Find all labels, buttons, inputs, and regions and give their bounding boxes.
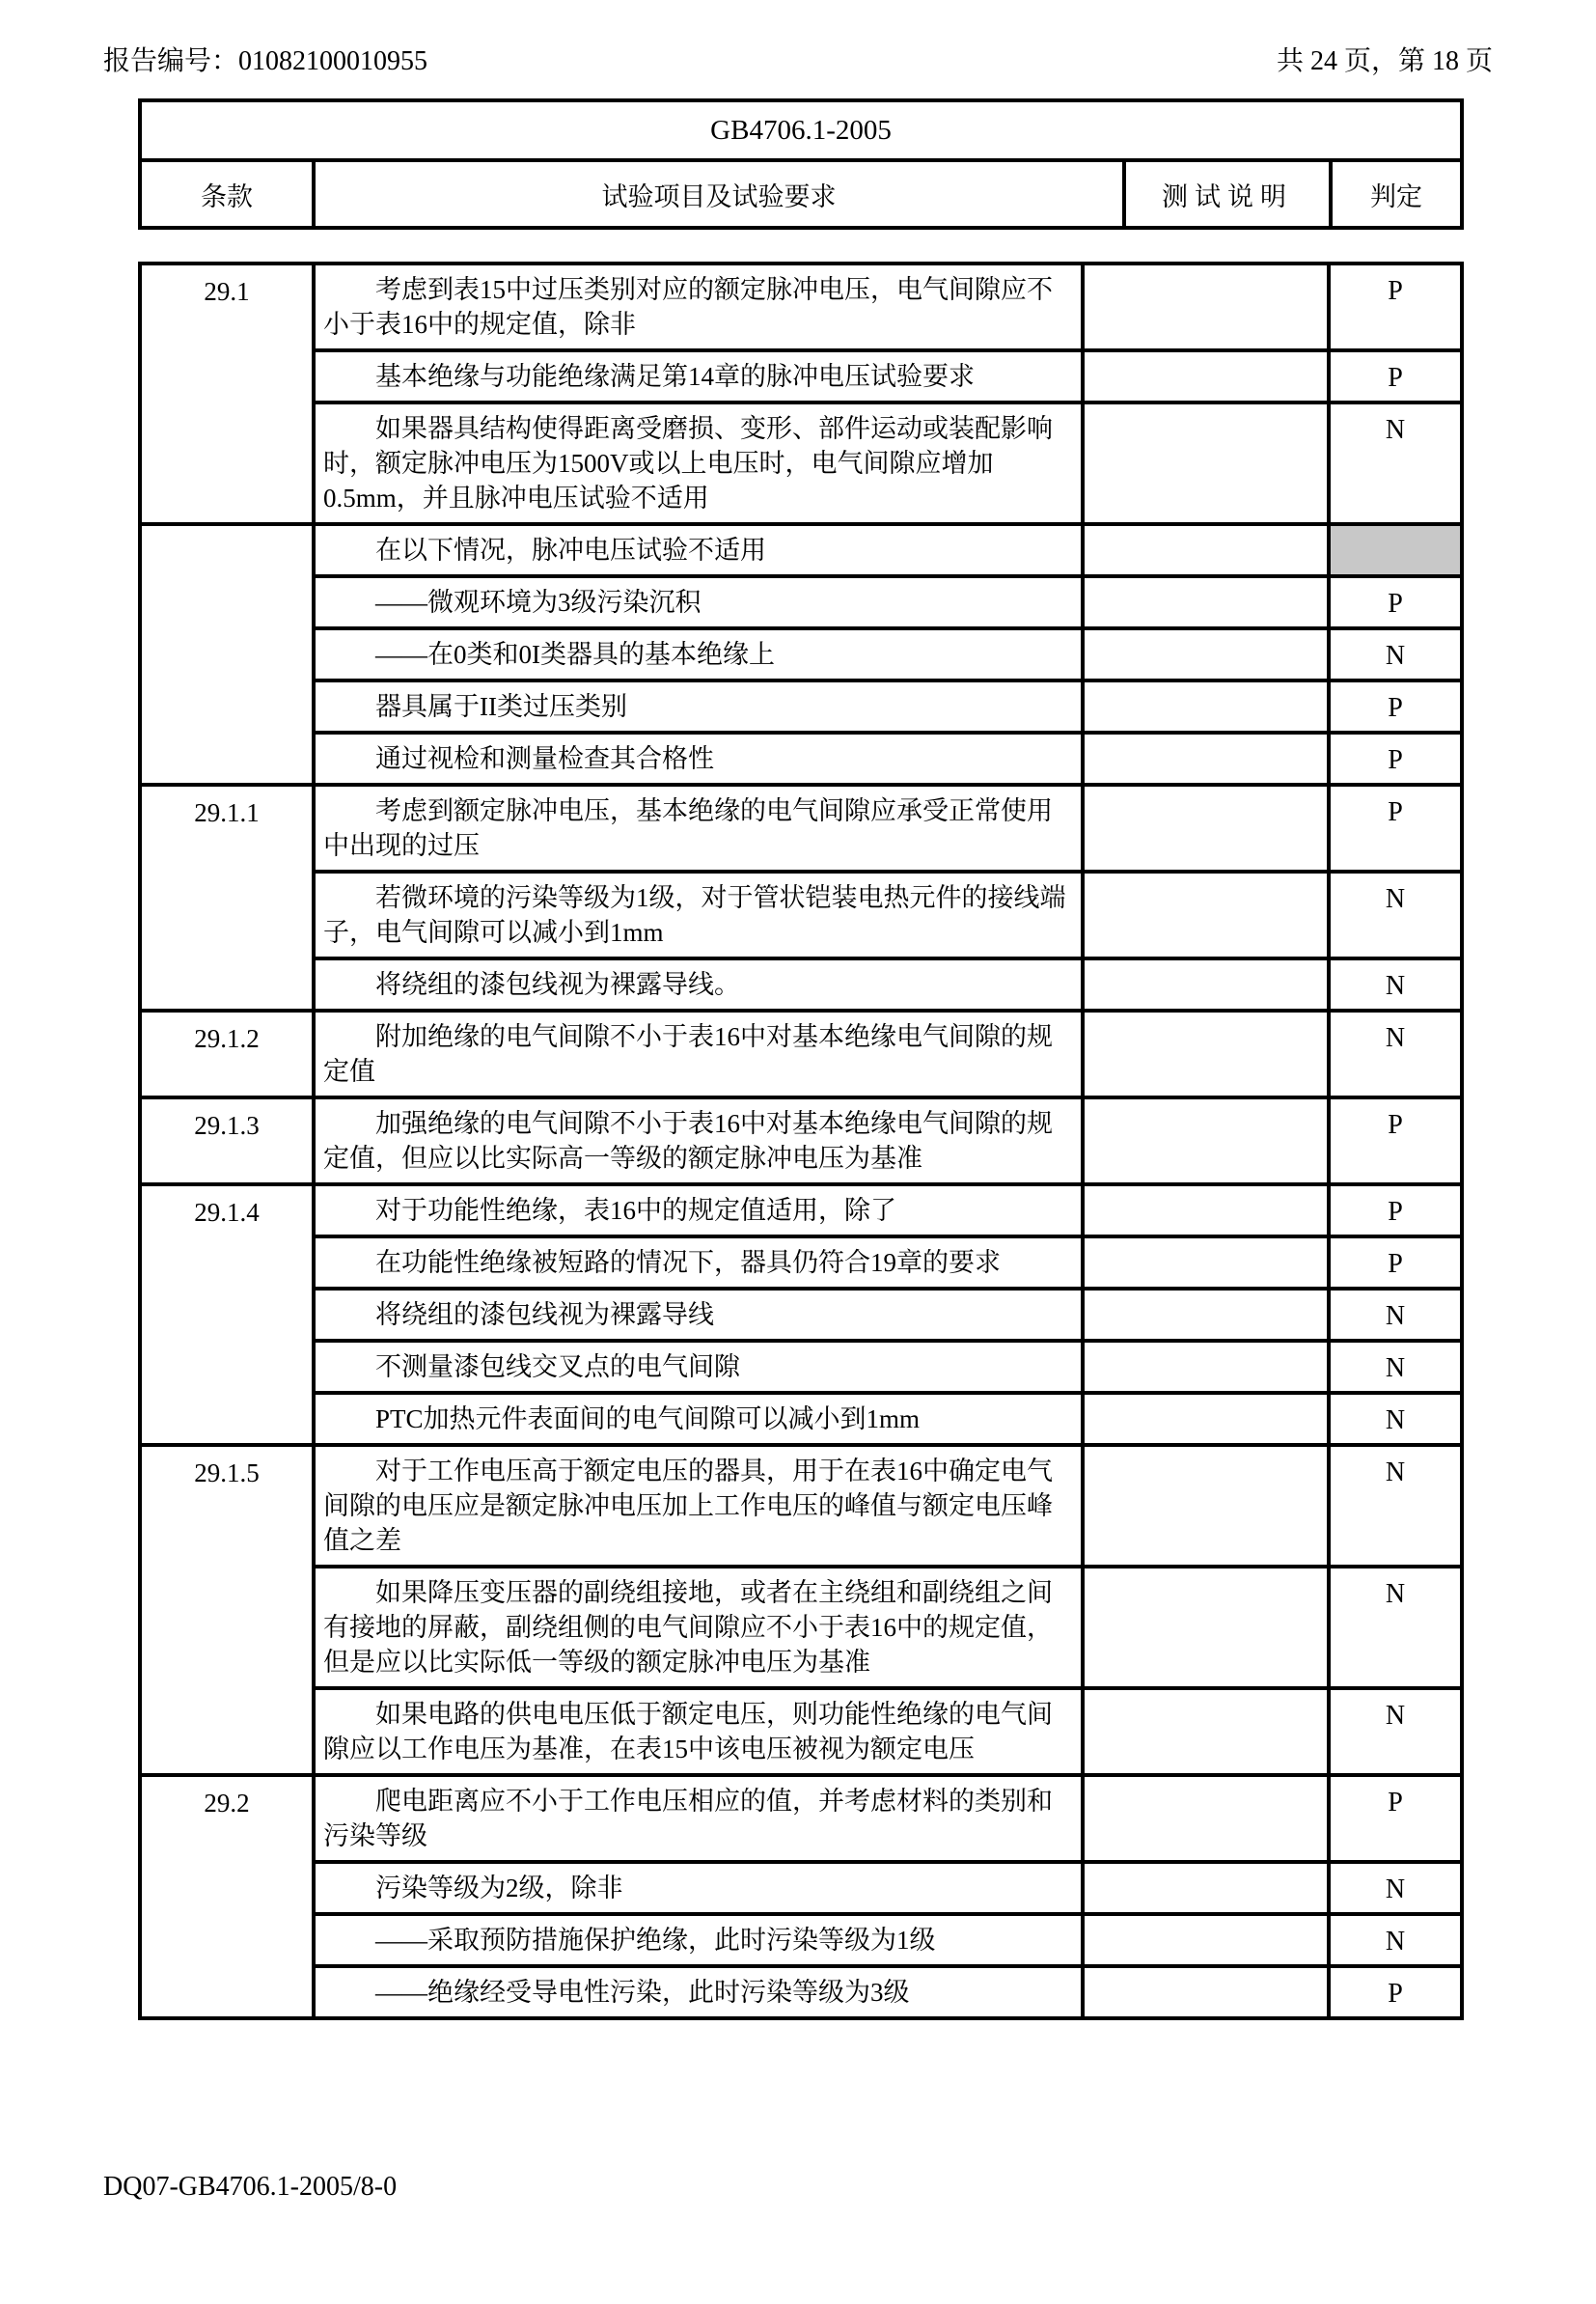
test-note-cell xyxy=(1083,872,1329,958)
report-number: 报告编号：01082100010955 xyxy=(103,46,428,76)
column-header-verdict: 判定 xyxy=(1331,160,1462,228)
requirement-cell: 如果电路的供电电压低于额定电压，则功能性绝缘的电气间隙应以工作电压为基准，在表15中该电压被视为额定电压 xyxy=(314,1688,1083,1775)
table-row xyxy=(140,1567,1462,1688)
verdict-cell: N xyxy=(1329,628,1462,680)
clause-cell: 29.1.3 xyxy=(140,1097,314,1184)
table-row xyxy=(140,628,1462,680)
requirement-cell: 如果器具结构使得距离受磨损、变形、部件运动或装配影响时，额定脉冲电压为1500V或以上电压时，电气间隙应增加0.5mm，并且脉冲电压试验不适用 xyxy=(314,403,1083,524)
test-note-cell xyxy=(1083,264,1329,350)
table-row xyxy=(140,1341,1462,1393)
table-row xyxy=(140,524,1462,576)
requirement-cell: ——采取预防措施保护绝缘，此时污染等级为1级 xyxy=(314,1914,1083,1966)
table-row xyxy=(140,1236,1462,1289)
verdict-cell: P xyxy=(1329,1184,1462,1236)
requirement-cell: 通过视检和测量检查其合格性 xyxy=(314,733,1083,785)
table-row xyxy=(140,1184,1462,1236)
page-header xyxy=(0,46,1596,77)
test-note-cell xyxy=(1083,1862,1329,1914)
column-header-test-note: 测试说明 xyxy=(1124,160,1331,228)
clause-cell: 29.1.2 xyxy=(140,1011,314,1097)
verdict-cell: P xyxy=(1329,1097,1462,1184)
verdict-cell: N xyxy=(1329,1567,1462,1688)
verdict-cell: P xyxy=(1329,680,1462,733)
verdict-cell: P xyxy=(1329,576,1462,628)
requirement-cell: PTC加热元件表面间的电气间隙可以减小到1mm xyxy=(314,1393,1083,1445)
requirement-cell: 考虑到额定脉冲电压，基本绝缘的电气间隙应承受正常使用中出现的过压 xyxy=(314,785,1083,872)
test-note-cell xyxy=(1083,680,1329,733)
verdict-cell: P xyxy=(1329,264,1462,350)
requirement-cell: ——绝缘经受导电性污染，此时污染等级为3级 xyxy=(314,1966,1083,2018)
verdict-cell: P xyxy=(1329,1236,1462,1289)
clause-cell: 29.1.4 xyxy=(140,1184,314,1445)
test-note-cell xyxy=(1083,1567,1329,1688)
standard-title: GB4706.1-2005 xyxy=(140,100,1462,160)
test-note-cell xyxy=(1083,350,1329,403)
verdict-cell: P xyxy=(1329,1966,1462,2018)
test-note-cell xyxy=(1083,628,1329,680)
clause-cell: 29.1 xyxy=(140,264,314,524)
table-header-block xyxy=(138,98,1464,230)
table-row xyxy=(140,1011,1462,1097)
table-row xyxy=(140,785,1462,872)
test-note-cell xyxy=(1083,1011,1329,1097)
verdict-cell: N xyxy=(1329,1393,1462,1445)
test-table xyxy=(138,262,1464,2020)
test-note-cell xyxy=(1083,958,1329,1011)
test-note-cell xyxy=(1083,524,1329,576)
requirement-cell: 如果降压变压器的副绕组接地，或者在主绕组和副绕组之间有接地的屏蔽，副绕组侧的电气间隙应不小于表16中的规定值，但是应以比实际低一等级的额定脉冲电压为基准 xyxy=(314,1567,1083,1688)
report-table-area xyxy=(138,98,1460,2020)
table-row xyxy=(140,1775,1462,1862)
table-title-row xyxy=(140,100,1462,160)
clause-cell xyxy=(140,524,314,785)
verdict-cell: N xyxy=(1329,1914,1462,1966)
test-note-cell xyxy=(1083,403,1329,524)
table-row xyxy=(140,350,1462,403)
test-note-cell xyxy=(1083,1236,1329,1289)
verdict-cell: N xyxy=(1329,1011,1462,1097)
column-header-row xyxy=(140,160,1462,228)
requirement-cell: ——在0类和0I类器具的基本绝缘上 xyxy=(314,628,1083,680)
test-note-cell xyxy=(1083,1914,1329,1966)
test-note-cell xyxy=(1083,1445,1329,1567)
table-row xyxy=(140,1862,1462,1914)
requirement-cell: 对于功能性绝缘，表16中的规定值适用，除了 xyxy=(314,1184,1083,1236)
table-row xyxy=(140,958,1462,1011)
table-row xyxy=(140,1914,1462,1966)
verdict-cell: N xyxy=(1329,1341,1462,1393)
test-note-cell xyxy=(1083,1966,1329,2018)
table-row xyxy=(140,264,1462,350)
verdict-cell: P xyxy=(1329,785,1462,872)
test-note-cell xyxy=(1083,1775,1329,1862)
verdict-cell: P xyxy=(1329,733,1462,785)
table-row xyxy=(140,576,1462,628)
table-row xyxy=(140,733,1462,785)
table-row xyxy=(140,1966,1462,2018)
requirement-cell: 基本绝缘与功能绝缘满足第14章的脉冲电压试验要求 xyxy=(314,350,1083,403)
verdict-cell: P xyxy=(1329,350,1462,403)
table-row xyxy=(140,1688,1462,1775)
requirement-cell: 将绕组的漆包线视为裸露导线。 xyxy=(314,958,1083,1011)
doc-code: DQ07-GB4706.1-2005/8-0 xyxy=(103,2172,398,2202)
test-note-cell xyxy=(1083,1341,1329,1393)
test-note-cell xyxy=(1083,733,1329,785)
table-row xyxy=(140,403,1462,524)
test-note-cell xyxy=(1083,785,1329,872)
test-table-body xyxy=(140,264,1462,2018)
page-info: 共 24 页，第 18 页 xyxy=(1276,46,1493,76)
table-row xyxy=(140,872,1462,958)
test-note-cell xyxy=(1083,1688,1329,1775)
table-row xyxy=(140,1393,1462,1445)
test-note-cell xyxy=(1083,1097,1329,1184)
verdict-cell: N xyxy=(1329,1688,1462,1775)
verdict-cell: N xyxy=(1329,1862,1462,1914)
requirement-cell: 爬电距离应不小于工作电压相应的值，并考虑材料的类别和污染等级 xyxy=(314,1775,1083,1862)
requirement-cell: 器具属于II类过压类别 xyxy=(314,680,1083,733)
test-note-cell xyxy=(1083,1393,1329,1445)
requirement-cell: 加强绝缘的电气间隙不小于表16中对基本绝缘电气间隙的规定值，但应以比实际高一等级的额定脉冲电压为基准 xyxy=(314,1097,1083,1184)
table-row xyxy=(140,680,1462,733)
table-row xyxy=(140,1289,1462,1341)
verdict-cell: N xyxy=(1329,872,1462,958)
clause-cell: 29.1.5 xyxy=(140,1445,314,1775)
clause-cell: 29.2 xyxy=(140,1775,314,2018)
test-note-cell xyxy=(1083,1184,1329,1236)
column-header-requirement: 试验项目及试验要求 xyxy=(314,160,1124,228)
requirement-cell: 对于工作电压高于额定电压的器具，用于在表16中确定电气间隙的电压应是额定脉冲电压加上工作电压的峰值与额定电压峰值之差 xyxy=(314,1445,1083,1567)
verdict-cell: N xyxy=(1329,1445,1462,1567)
requirement-cell: 在功能性绝缘被短路的情况下，器具仍符合19章的要求 xyxy=(314,1236,1083,1289)
verdict-cell: N xyxy=(1329,1289,1462,1341)
column-header-clause: 条款 xyxy=(140,160,314,228)
requirement-cell: 附加绝缘的电气间隙不小于表16中对基本绝缘电气间隙的规定值 xyxy=(314,1011,1083,1097)
requirement-cell: 在以下情况，脉冲电压试验不适用 xyxy=(314,524,1083,576)
table-row xyxy=(140,1097,1462,1184)
table-row xyxy=(140,1445,1462,1567)
test-note-cell xyxy=(1083,1289,1329,1341)
clause-cell: 29.1.1 xyxy=(140,785,314,1011)
requirement-cell: 不测量漆包线交叉点的电气间隙 xyxy=(314,1341,1083,1393)
requirement-cell: 污染等级为2级，除非 xyxy=(314,1862,1083,1914)
test-note-cell xyxy=(1083,576,1329,628)
requirement-cell: 考虑到表15中过压类别对应的额定脉冲电压，电气间隙应不小于表16中的规定值，除非 xyxy=(314,264,1083,350)
requirement-cell: 将绕组的漆包线视为裸露导线 xyxy=(314,1289,1083,1341)
requirement-cell: ——微观环境为3级污染沉积 xyxy=(314,576,1083,628)
requirement-cell: 若微环境的污染等级为1级，对于管状铠装电热元件的接线端子，电气间隙可以减小到1mm xyxy=(314,872,1083,958)
verdict-cell xyxy=(1329,524,1462,576)
verdict-cell: N xyxy=(1329,958,1462,1011)
verdict-cell: P xyxy=(1329,1775,1462,1862)
verdict-cell: N xyxy=(1329,403,1462,524)
